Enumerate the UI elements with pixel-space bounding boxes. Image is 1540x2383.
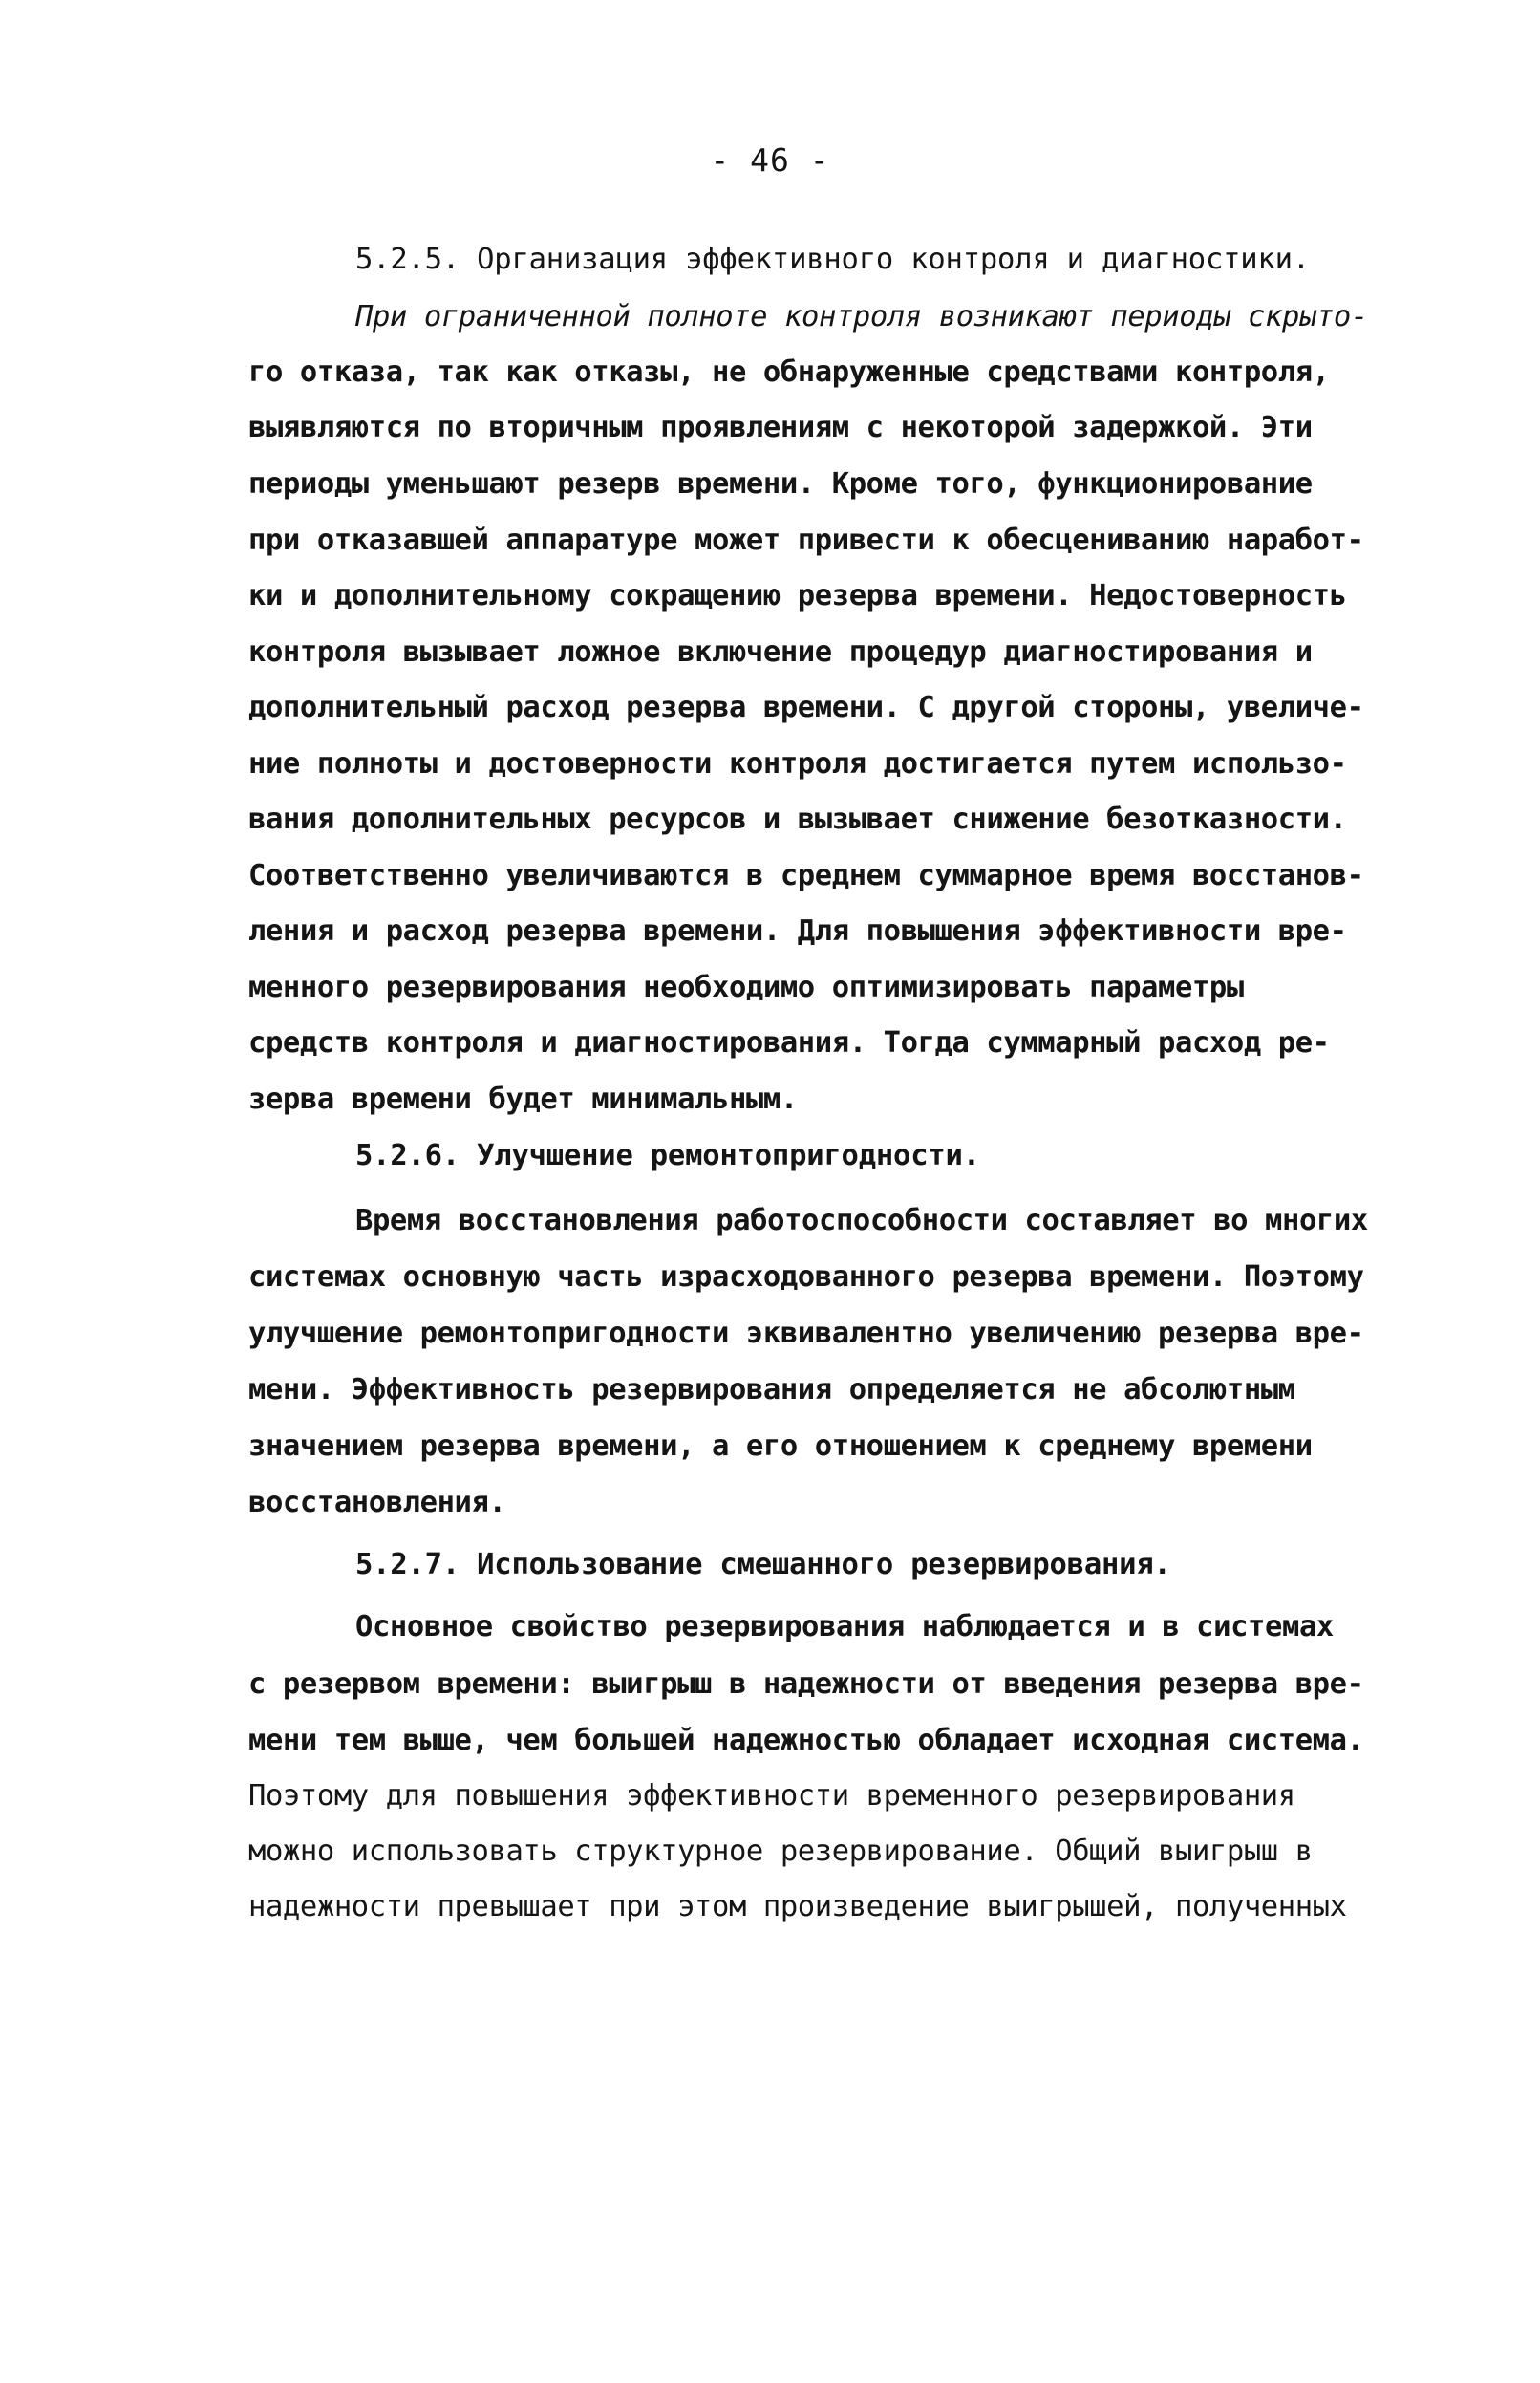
paragraph-line: ления и расход резерва времени. Для повышения эффективности вре-	[248, 914, 1347, 948]
paragraph-line: Основное свойство резервирования наблюдается и в системах	[355, 1610, 1334, 1643]
section-heading-5-2-7: 5.2.7. Использование смешанного резервирования.	[355, 1548, 1171, 1581]
paragraph-line: восстановления.	[248, 1486, 506, 1519]
paragraph-line: можно использовать структурное резервирование. Общий выигрыш в	[248, 1835, 1313, 1868]
paragraph-line: при отказавшей аппаратуре может привести к обесцениванию наработ-	[248, 524, 1364, 557]
paragraph-line: мени тем выше, чем большей надежностью обладает исходная система.	[248, 1724, 1364, 1757]
paragraph-line: ки и дополнительному сокращению резерва времени. Недостоверность	[248, 579, 1347, 612]
paragraph-line: Поэтому для повышения эффективности временного резервирования	[248, 1779, 1295, 1813]
paragraph-line: с резервом времени: выигрыш в надежности от введения резерва вре-	[248, 1667, 1364, 1701]
paragraph-line: зерва времени будет минимальным.	[248, 1083, 798, 1116]
paragraph-line: улучшение ремонтопригодности эквивалентно увеличению резерва вре-	[248, 1317, 1364, 1350]
paragraph-line: При ограниченной полноте контроля возникают периоды скрыто-	[355, 300, 1368, 333]
paragraph-line: значением резерва времени, а его отношением к среднему времени	[248, 1429, 1313, 1463]
paragraph-line: менного резервирования необходимо оптимизировать параметры	[248, 971, 1244, 1004]
paragraph-line: ние полноты и достоверности контроля достигается путем использо-	[248, 747, 1347, 781]
paragraph-line: системах основную часть израсходованного резерва времени. Поэтому	[248, 1260, 1364, 1294]
paragraph-line: го отказа, так как отказы, не обнаруженные средствами контроля,	[248, 355, 1330, 389]
paragraph-line: выявляются по вторичным проявлениям с некоторой задержкой. Эти	[248, 411, 1313, 444]
paragraph-line: дополнительный расход резерва времени. С другой стороны, увеличе-	[248, 691, 1364, 724]
paragraph-line: средств контроля и диагностирования. Тогда суммарный расход ре-	[248, 1026, 1330, 1060]
paragraph-line: вания дополнительных ресурсов и вызывает снижение безотказности.	[248, 803, 1347, 836]
section-heading-5-2-5: 5.2.5. Организация эффективного контроля и диагностики.	[355, 243, 1310, 276]
paragraph-line: мени. Эффективность резервирования определяется не абсолютным	[248, 1373, 1295, 1406]
paragraph-line: контроля вызывает ложное включение процедур диагностирования и	[248, 635, 1313, 669]
paragraph-line: Время восстановления работоспособности составляет во многих	[355, 1204, 1368, 1237]
paragraph-line: надежности превышает при этом произведение выигрышей, полученных	[248, 1890, 1347, 1923]
page-number: - 46 -	[710, 141, 830, 179]
paragraph-line: Соответственно увеличиваются в среднем суммарное время восстанов-	[248, 859, 1364, 892]
section-heading-5-2-6: 5.2.6. Улучшение ремонтопригодности.	[355, 1139, 980, 1172]
paragraph-line: периоды уменьшают резерв времени. Кроме того, функционирование	[248, 467, 1313, 501]
